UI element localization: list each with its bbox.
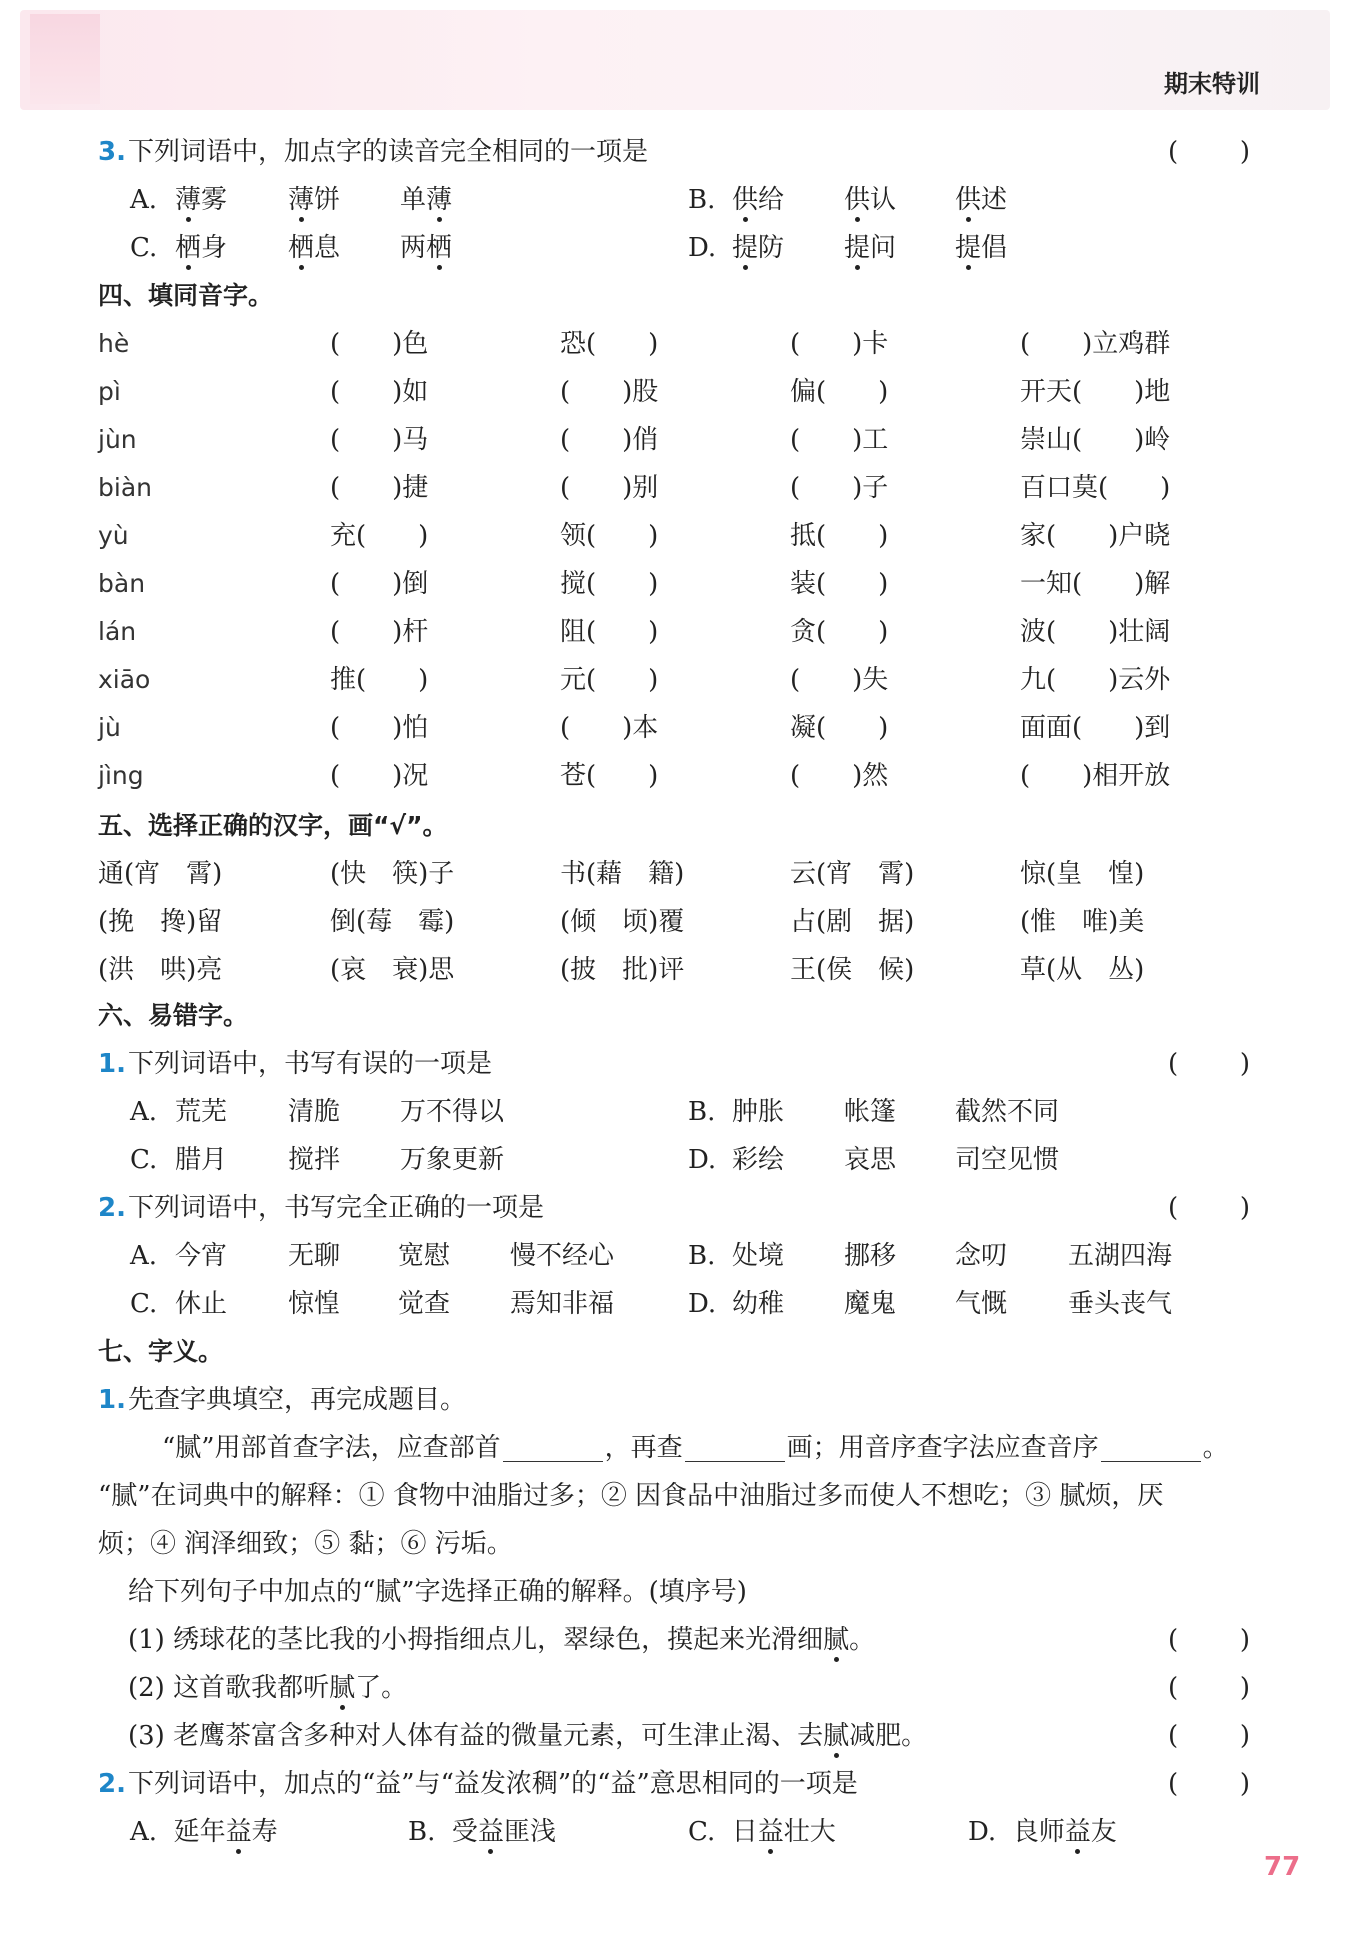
- section-title: 七、字义。: [98, 1337, 224, 1366]
- fill-blank-word[interactable]: ( )立鸡群: [1020, 329, 1171, 359]
- fill-text: 。: [1202, 1433, 1229, 1463]
- instruction-line: [0, 1570, 1350, 1614]
- character-choice[interactable]: (挽 搀)留: [98, 907, 223, 937]
- homophone-row: [0, 610, 1350, 654]
- option-word: 日: [731, 1817, 758, 1847]
- dotted-character: 益: [226, 1810, 252, 1854]
- character-choice[interactable]: (披 批)评: [560, 955, 685, 985]
- page-header-title: 期末特训: [1164, 70, 1260, 98]
- option-label: A.: [130, 1817, 158, 1847]
- stroke-count-blank[interactable]: [685, 1431, 785, 1462]
- homophone-row: [0, 706, 1350, 750]
- dotted-character: 益: [1065, 1810, 1091, 1854]
- dotted-character: 栖: [288, 226, 314, 270]
- option-word: [844, 226, 896, 270]
- definition-text: 烦；④ 润泽细致；⑤ 黏；⑥ 污垢。: [98, 1529, 513, 1559]
- choice-row: [0, 900, 1350, 944]
- homophone-row: [0, 370, 1350, 414]
- dotted-character: 益: [758, 1810, 784, 1854]
- question-text: 先查字典填空，再完成题目。: [128, 1385, 467, 1415]
- word-rest: 问: [870, 233, 897, 263]
- pinyin-label: bàn: [98, 569, 146, 598]
- fill-blank-word[interactable]: ( )色: [330, 329, 429, 359]
- fill-blank-word[interactable]: ( )马: [330, 425, 429, 455]
- question-number: 1.: [98, 1049, 126, 1079]
- dotted-character: 腻: [329, 1666, 355, 1710]
- option-label: D.: [688, 233, 717, 263]
- s6-question-2: [0, 1186, 1350, 1230]
- question-text: 下列词语中，书写有误的一项是: [128, 1049, 493, 1079]
- option-label: D.: [688, 1289, 717, 1319]
- sentence-text: (2) 这首歌我都听: [128, 1673, 330, 1703]
- dotted-character: 腻: [823, 1714, 849, 1758]
- fill-blank-word[interactable]: ( )怕: [330, 713, 429, 743]
- option-word: 挪移: [844, 1241, 897, 1271]
- dotted-character: 提: [732, 226, 758, 270]
- option-word: [732, 226, 784, 270]
- fill-blank-word[interactable]: 装( ): [790, 569, 889, 599]
- homophone-row: [0, 514, 1350, 558]
- homophone-row: [0, 466, 1350, 510]
- option-word: 司空见惯: [955, 1145, 1060, 1175]
- homophone-row: [0, 658, 1350, 702]
- fill-blank-word[interactable]: ( )如: [330, 377, 429, 407]
- fill-blank-word[interactable]: ( )捷: [330, 473, 429, 503]
- fill-text: ，再查: [604, 1433, 683, 1463]
- option-label: C.: [688, 1817, 716, 1847]
- option-label: C.: [130, 1145, 158, 1175]
- dotted-character: 提: [955, 226, 981, 270]
- question-number: 3.: [98, 137, 126, 167]
- word-rest: 息: [314, 233, 341, 263]
- fill-blank-word[interactable]: 苍( ): [560, 761, 659, 791]
- character-choice[interactable]: (快 筷)子: [330, 859, 455, 889]
- question-number: 2.: [98, 1769, 126, 1799]
- pinyin-label: jìng: [98, 761, 144, 790]
- option-word: 清脆: [288, 1097, 341, 1127]
- option-word: 垂头丧气: [1068, 1289, 1173, 1319]
- dotted-character: 供: [732, 178, 758, 222]
- character-choice[interactable]: 倒(莓 霉): [330, 907, 455, 937]
- dotted-character: 薄: [426, 178, 452, 222]
- page-number: 77: [1264, 1852, 1301, 1882]
- character-choice[interactable]: (惟 唯)美: [1020, 907, 1145, 937]
- dotted-character: 栖: [175, 226, 201, 270]
- option-word: [732, 178, 784, 222]
- fill-text: “腻”用部首查字法，应查部首: [162, 1433, 501, 1463]
- fill-blank-word[interactable]: 开天( )地: [1020, 377, 1171, 407]
- option-word: [288, 178, 340, 222]
- option-label: A.: [130, 185, 158, 215]
- option-word: 单薄: [400, 178, 452, 222]
- s6q1-options-row-1: [0, 1090, 1350, 1134]
- character-choice[interactable]: 草(从 丛): [1020, 955, 1145, 985]
- character-choice[interactable]: 王(侯 候): [790, 955, 915, 985]
- q3-options-row-2: [0, 226, 1350, 270]
- dotted-character: 供: [844, 178, 870, 222]
- option-word: [288, 226, 340, 270]
- character-choice[interactable]: (洪 哄)亮: [98, 955, 223, 985]
- fill-blank-word[interactable]: ( )杆: [330, 617, 429, 647]
- dotted-character: 供: [955, 178, 981, 222]
- section-7-heading: [0, 1330, 1350, 1374]
- word-rest: 给: [758, 185, 785, 215]
- fill-blank-word[interactable]: 一知( )解: [1020, 569, 1171, 599]
- dotted-character: 提: [844, 226, 870, 270]
- character-choice[interactable]: 书(藉 籍): [560, 859, 685, 889]
- option-word: 无聊: [288, 1241, 341, 1271]
- pinyin-label: lán: [98, 617, 137, 646]
- option-label: A.: [130, 1097, 158, 1127]
- section-6-heading: [0, 994, 1350, 1038]
- s7-question-1: [0, 1378, 1350, 1422]
- s7-question-2: [0, 1762, 1350, 1806]
- fill-blank-word[interactable]: ( )相开放: [1020, 761, 1171, 791]
- section-title: 六、易错字。: [98, 1001, 249, 1030]
- choice-row: [0, 852, 1350, 896]
- fill-blank-word[interactable]: 家( )户晓: [1020, 521, 1171, 551]
- section-4-heading: [0, 274, 1350, 318]
- option-label: B.: [688, 185, 716, 215]
- fill-blank-word[interactable]: 偏( ): [790, 377, 889, 407]
- definition-text: “腻”在词典中的解释：① 食物中油脂过多；② 因食品中油脂过多而使人不想吃；③ 腻烦，厌: [98, 1481, 1164, 1511]
- option-word: 处境: [732, 1241, 785, 1271]
- fill-blank-word[interactable]: 充( ): [330, 521, 429, 551]
- fill-blank-word[interactable]: 抵( ): [790, 521, 889, 551]
- option-word: 念叨: [955, 1241, 1008, 1271]
- homophone-row: [0, 562, 1350, 606]
- question-text: 下列词语中，加点字的读音完全相同的一项是: [128, 137, 649, 167]
- fill-blank-word[interactable]: 阻( ): [560, 617, 659, 647]
- radical-blank[interactable]: [503, 1431, 603, 1462]
- sentence-item: [0, 1618, 1350, 1662]
- pinyin-label: pì: [98, 377, 121, 406]
- word-rest: 身: [201, 233, 228, 263]
- option-word: 延年: [173, 1817, 226, 1847]
- fill-blank-word[interactable]: ( )失: [790, 665, 889, 695]
- option-word: 焉知非福: [510, 1289, 615, 1319]
- fill-blank-word[interactable]: ( )别: [560, 473, 659, 503]
- option-label: B.: [688, 1097, 716, 1127]
- option-word: 万不得以: [400, 1097, 505, 1127]
- dotted-character: 益: [478, 1810, 504, 1854]
- word-rest: 述: [981, 185, 1008, 215]
- dictionary-fill-line: [0, 1426, 1350, 1470]
- word-rest: 认: [870, 185, 897, 215]
- option-word: 受: [451, 1817, 478, 1847]
- word-rest: 倡: [981, 233, 1008, 263]
- fill-blank-word[interactable]: 贪( ): [790, 617, 889, 647]
- character-choice[interactable]: 云(宵 霄): [790, 859, 915, 889]
- question-number: 1.: [98, 1385, 126, 1415]
- choice-row: [0, 948, 1350, 992]
- question-number: 2.: [98, 1193, 126, 1223]
- phonetic-order-blank[interactable]: [1101, 1431, 1201, 1462]
- fill-blank-word[interactable]: ( )卡: [790, 329, 889, 359]
- pinyin-label: biàn: [98, 473, 152, 502]
- sentence-text: 减肥。: [849, 1721, 928, 1751]
- fill-blank-word[interactable]: ( )本: [560, 713, 659, 743]
- option-word: 两栖: [400, 226, 452, 270]
- option-word: 万象更新: [400, 1145, 505, 1175]
- option-word: 腊月: [175, 1145, 228, 1175]
- sentence-text: (3) 老鹰茶富含多种对人体有益的微量元素，可生津止渴、去: [128, 1721, 824, 1751]
- option-word: 觉查: [398, 1289, 451, 1319]
- pinyin-label: xiāo: [98, 665, 151, 694]
- option-label: B.: [688, 1241, 716, 1271]
- question-3: [0, 130, 1350, 174]
- fill-blank-word[interactable]: ( )况: [330, 761, 429, 791]
- section-5-heading: [0, 804, 1350, 848]
- fill-blank-word[interactable]: 凝( ): [790, 713, 889, 743]
- section-title: 四、填同音字。: [98, 281, 274, 310]
- option-word: 彩绘: [732, 1145, 785, 1175]
- option-word: 荒芜: [175, 1097, 228, 1127]
- definition-line: [0, 1474, 1350, 1518]
- fill-blank-word[interactable]: 推( ): [330, 665, 429, 695]
- option-word: [175, 226, 227, 270]
- header-band: [20, 10, 1330, 110]
- s6q2-options-row-2: [0, 1282, 1350, 1326]
- pinyin-label: jùn: [98, 425, 137, 454]
- option-word: 魔鬼: [844, 1289, 897, 1319]
- pinyin-label: yù: [98, 521, 129, 550]
- option-label: A.: [130, 1241, 158, 1271]
- option-word: 搅拌: [288, 1145, 341, 1175]
- q3-options-row-1: [0, 178, 1350, 222]
- sentence-text: (1) 绣球花的茎比我的小拇指细点儿，翠绿色，摸起来光滑细: [128, 1625, 824, 1655]
- option-label: D.: [688, 1145, 717, 1175]
- pinyin-label: hè: [98, 329, 130, 358]
- option-word: 惊惶: [288, 1289, 341, 1319]
- character-choice[interactable]: (哀 衰)思: [330, 955, 455, 985]
- word-rest: 饼: [314, 185, 341, 215]
- dotted-character: 腻: [823, 1618, 849, 1662]
- homophone-row: [0, 322, 1350, 366]
- question-text: 下列词语中，书写完全正确的一项是: [128, 1193, 545, 1223]
- fill-blank-word[interactable]: ( )子: [790, 473, 889, 503]
- option-word: [955, 178, 1007, 222]
- option-word: [844, 178, 896, 222]
- s7q2-options-row: [0, 1810, 1350, 1854]
- fill-blank-word[interactable]: 崇山( )岭: [1020, 425, 1171, 455]
- pinyin-label: jù: [98, 713, 121, 742]
- s6q1-options-row-2: [0, 1138, 1350, 1182]
- option-word: [955, 226, 1007, 270]
- option-word: 休止: [175, 1289, 228, 1319]
- character-choice[interactable]: (倾 顷)覆: [560, 907, 685, 937]
- character-choice[interactable]: 惊(皇 惶): [1020, 859, 1145, 889]
- fill-blank-word[interactable]: 面面( )到: [1020, 713, 1171, 743]
- option-word: 宽慰: [398, 1241, 451, 1271]
- fill-blank-word[interactable]: 元( ): [560, 665, 659, 695]
- header-decoration: [30, 14, 100, 104]
- homophone-row: [0, 754, 1350, 798]
- sentence-text: 了。: [355, 1673, 408, 1703]
- option-word: 气慨: [955, 1289, 1008, 1319]
- option-label: B.: [408, 1817, 436, 1847]
- option-word: 匪浅: [503, 1817, 556, 1847]
- fill-blank-word[interactable]: 搅( ): [560, 569, 659, 599]
- option-word: 慢不经心: [510, 1241, 615, 1271]
- option-word: 幼稚: [732, 1289, 785, 1319]
- definition-line: [0, 1522, 1350, 1566]
- sentence-text: 。: [849, 1625, 876, 1655]
- option-word: 寿: [251, 1817, 278, 1847]
- option-label: C.: [130, 233, 158, 263]
- fill-blank-word[interactable]: ( )股: [560, 377, 659, 407]
- dotted-character: 薄: [175, 178, 201, 222]
- sentence-item: [0, 1666, 1350, 1710]
- fill-blank-word[interactable]: 百口莫( ): [1020, 473, 1171, 503]
- fill-blank-word[interactable]: ( )然: [790, 761, 889, 791]
- option-word: [175, 178, 227, 222]
- fill-blank-word[interactable]: 波( )壮阔: [1020, 617, 1171, 647]
- fill-text: 画；用音序查字法应查音序: [786, 1433, 1099, 1463]
- sentence-item: [0, 1714, 1350, 1758]
- s6q2-options-row-1: [0, 1234, 1350, 1278]
- s6-question-1: [0, 1042, 1350, 1086]
- homophone-row: [0, 418, 1350, 462]
- option-word: 壮大: [783, 1817, 836, 1847]
- option-word: 截然不同: [955, 1097, 1060, 1127]
- character-choice[interactable]: 占(剧 据): [790, 907, 915, 937]
- fill-blank-word[interactable]: 九( )云外: [1020, 665, 1171, 695]
- question-text: 下列词语中，加点的“益”与“益发浓稠”的“益”意思相同的一项是: [128, 1769, 858, 1799]
- option-label: D.: [968, 1817, 997, 1847]
- word-rest: 雾: [201, 185, 228, 215]
- fill-blank-word[interactable]: ( )倒: [330, 569, 429, 599]
- character-choice[interactable]: 通(宵 霄): [98, 859, 223, 889]
- dotted-character: 栖: [426, 226, 452, 270]
- instruction-text: 给下列句子中加点的“腻”字选择正确的解释。(填序号): [128, 1577, 747, 1607]
- option-word: 哀思: [844, 1145, 897, 1175]
- fill-blank-word[interactable]: 恐( ): [560, 329, 659, 359]
- option-word: 五湖四海: [1068, 1241, 1173, 1271]
- word-rest: 防: [758, 233, 785, 263]
- option-label: C.: [130, 1289, 158, 1319]
- option-word: 良师: [1012, 1817, 1065, 1847]
- option-word: 肿胀: [732, 1097, 785, 1127]
- dotted-character: 薄: [288, 178, 314, 222]
- option-word: 今宵: [175, 1241, 228, 1271]
- option-word: 帐篷: [844, 1097, 897, 1127]
- option-word: 友: [1090, 1817, 1117, 1847]
- fill-blank-word[interactable]: ( )工: [790, 425, 889, 455]
- fill-blank-word[interactable]: 领( ): [560, 521, 659, 551]
- section-title: 五、选择正确的汉字，画“√”。: [98, 811, 448, 840]
- fill-blank-word[interactable]: ( )俏: [560, 425, 659, 455]
